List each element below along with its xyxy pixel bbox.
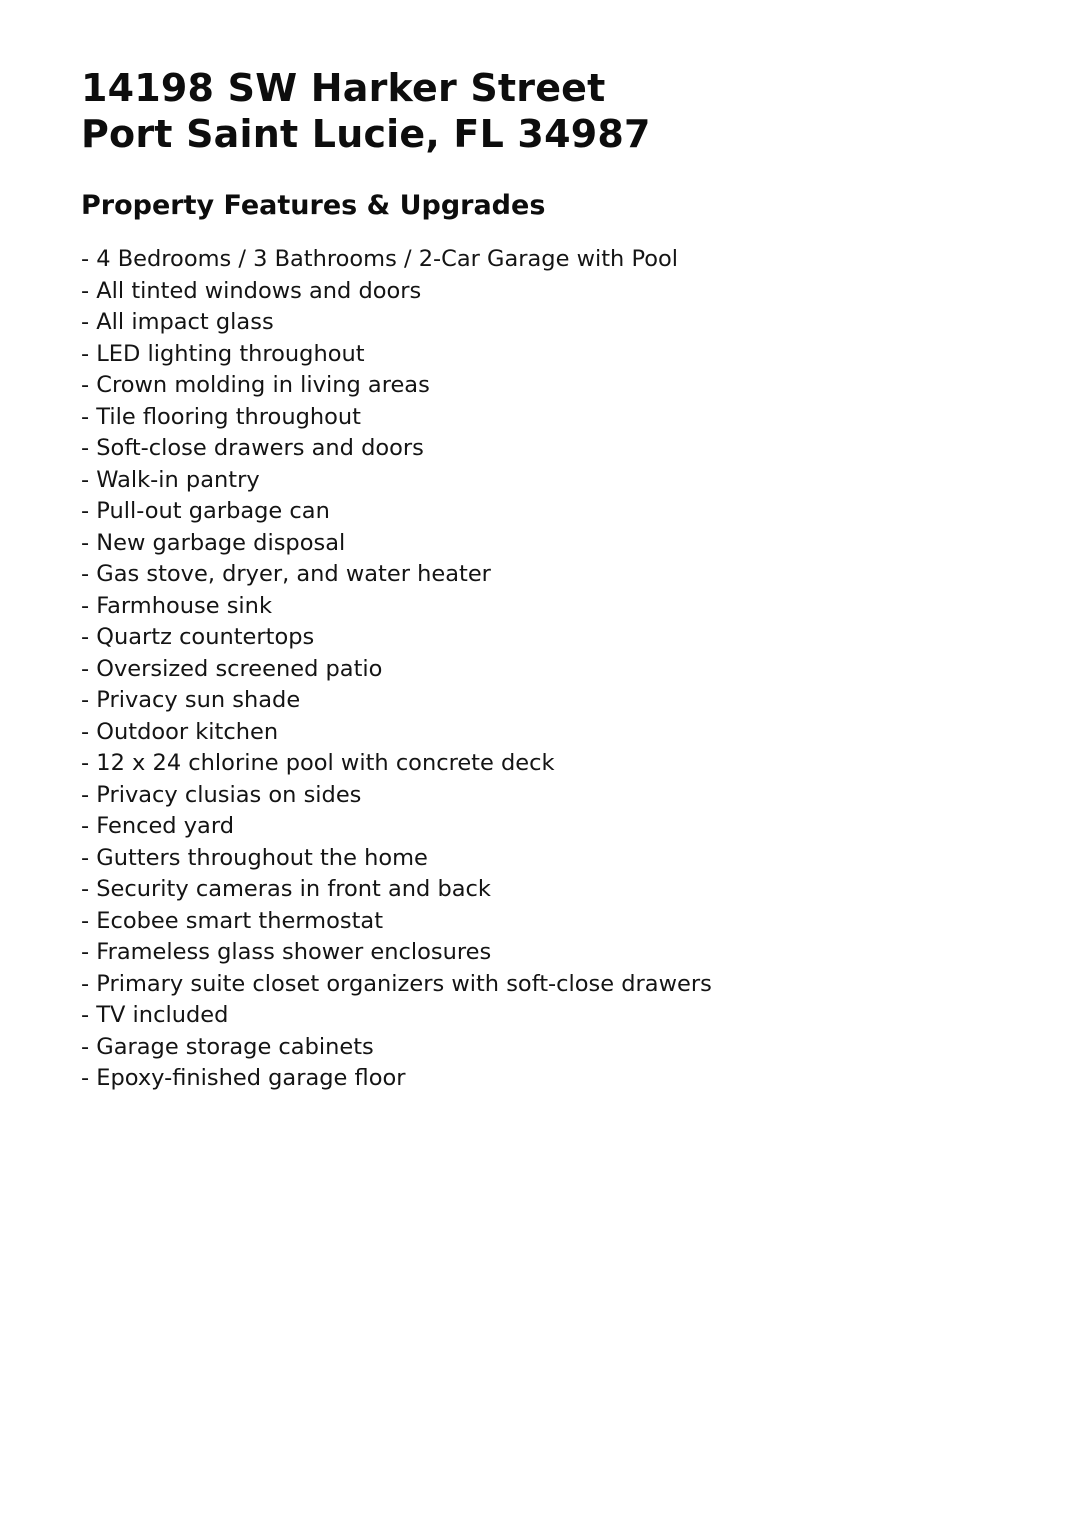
- feature-item: - Tile flooring throughout: [81, 403, 361, 430]
- feature-item: - Security cameras in front and back: [81, 876, 491, 903]
- feature-item: - Ecobee smart thermostat: [81, 907, 384, 934]
- section-heading: Property Features & Upgrades: [81, 190, 546, 222]
- feature-item: - Fenced yard: [81, 813, 234, 840]
- feature-item: - Crown molding in living areas: [81, 372, 430, 399]
- feature-item: - Gas stove, dryer, and water heater: [81, 561, 491, 588]
- feature-item: - 12 x 24 chlorine pool with concrete deck: [81, 750, 555, 777]
- feature-item: - Soft-close drawers and doors: [81, 435, 424, 462]
- address-line-2: Port Saint Lucie, FL 34987: [81, 111, 651, 156]
- feature-item: - TV included: [81, 1002, 229, 1029]
- feature-item: - Oversized screened patio: [81, 655, 383, 682]
- feature-item: - Primary suite closet organizers with soft-close drawers: [81, 970, 712, 997]
- feature-item: - Farmhouse sink: [81, 592, 272, 619]
- feature-item: - Outdoor kitchen: [81, 718, 279, 745]
- features-list: [81, 244, 1026, 1095]
- feature-item: - Gutters throughout the home: [81, 844, 428, 871]
- feature-item: - Walk-in pantry: [81, 466, 260, 493]
- feature-item: - 4 Bedrooms / 3 Bathrooms / 2-Car Garage with Pool: [81, 246, 679, 273]
- feature-item: - All tinted windows and doors: [81, 277, 422, 304]
- feature-item: - Privacy sun shade: [81, 687, 301, 714]
- feature-item: - LED lighting throughout: [81, 340, 365, 367]
- feature-item: - Garage storage cabinets: [81, 1033, 374, 1060]
- address-line-1: 14198 SW Harker Street: [81, 66, 606, 110]
- feature-item: - Privacy clusias on sides: [81, 781, 362, 808]
- feature-item: - Quartz countertops: [81, 624, 315, 651]
- feature-item: - All impact glass: [81, 309, 274, 336]
- feature-item: - Frameless glass shower enclosures: [81, 939, 492, 966]
- property-address-title: [81, 66, 1026, 157]
- feature-item: - Epoxy-finished garage floor: [81, 1065, 406, 1092]
- feature-item: - Pull-out garbage can: [81, 498, 330, 525]
- feature-item: - New garbage disposal: [81, 529, 346, 556]
